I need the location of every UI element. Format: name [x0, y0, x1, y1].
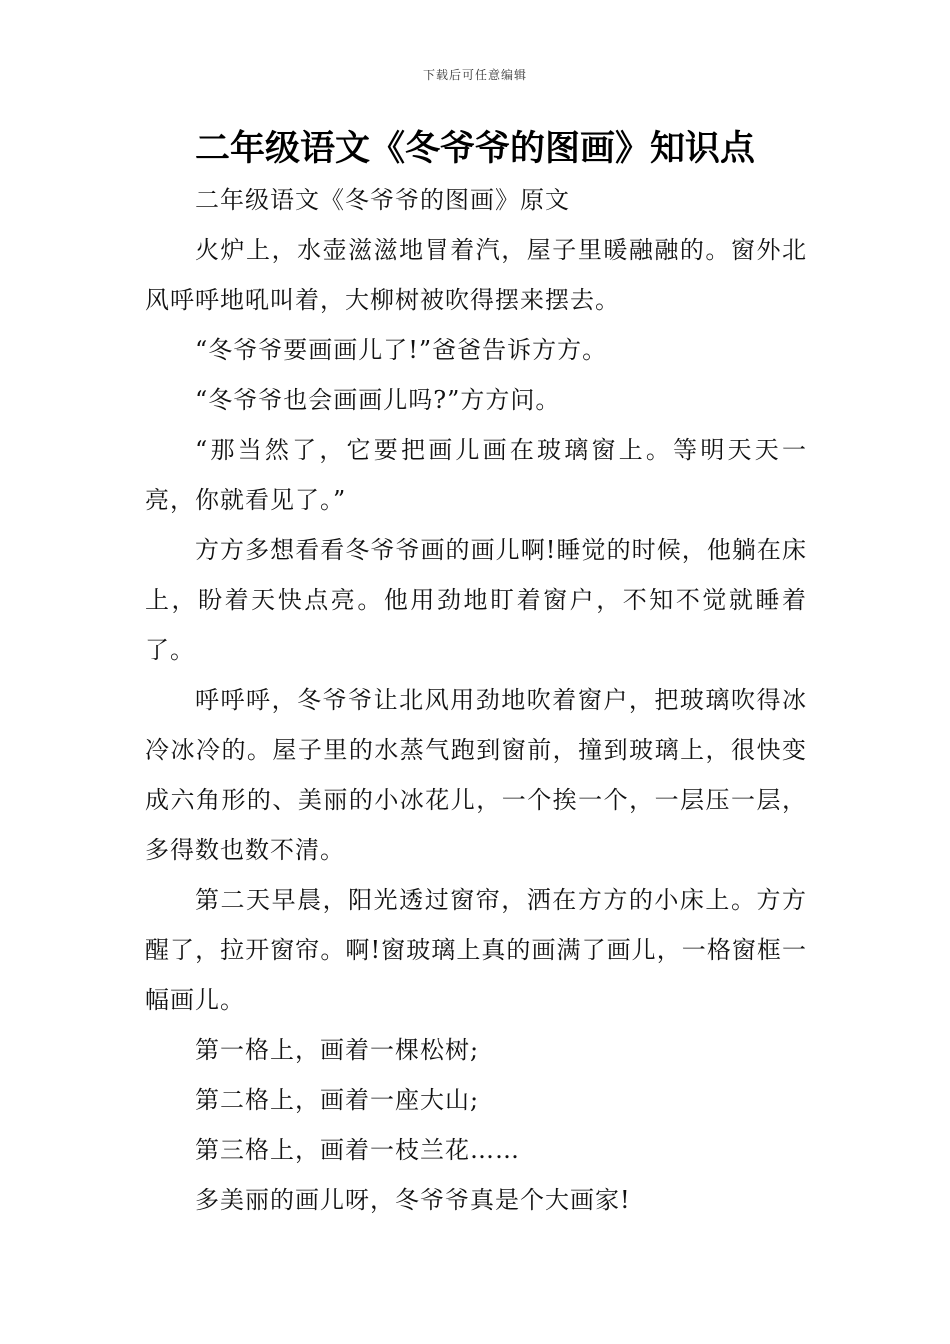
paragraph: 火炉上，水壶滋滋地冒着汽，屋子里暖融融的。窗外北风呼呼地吼叫着，大柳树被吹得摆来摆去。 [145, 236, 807, 314]
paragraph: 多美丽的画儿呀，冬爷爷真是个大画家! [195, 1186, 631, 1214]
header-note: 下载后可任意编辑 [422, 68, 527, 82]
document-title: 二年级语文《冬爷爷的图画》知识点 [194, 129, 755, 169]
paragraph: “那当然了，它要把画儿画在玻璃窗上。等明天天一亮，你就看见了。” [145, 436, 807, 514]
paragraph: 呼呼呼，冬爷爷让北风用劲地吹着窗户，把玻璃吹得冰冷冰冷的。屋子里的水蒸气跑到窗前，撞到玻璃上，很快变成六角形的、美丽的小冰花儿，一个挨一个，一层压一层，多得数也数不清。 [145, 686, 807, 864]
paragraph: 第二格上，画着一座大山; [195, 1086, 480, 1114]
paragraph: 方方多想看看冬爷爷画的画儿啊!睡觉的时候，他躺在床上，盼着天快点亮。他用劲地盯着窗户，不知不觉就睡着了。 [145, 536, 807, 664]
document-body [145, 175, 807, 1225]
paragraph: “冬爷爷也会画画儿吗?”方方问。 [195, 386, 561, 414]
paragraph: 第二天早晨，阳光透过窗帘，洒在方方的小床上。方方醒了，拉开窗帘。啊!窗玻璃上真的画满了画儿，一格窗框一幅画儿。 [145, 886, 807, 1014]
paragraph: 第一格上，画着一棵松树; [195, 1036, 480, 1064]
subtitle-paragraph: 二年级语文《冬爷爷的图画》原文 [195, 186, 570, 214]
paragraph: 第三格上，画着一枝兰花…… [195, 1136, 520, 1164]
paragraph: “冬爷爷要画画儿了!”爸爸告诉方方。 [195, 336, 608, 364]
